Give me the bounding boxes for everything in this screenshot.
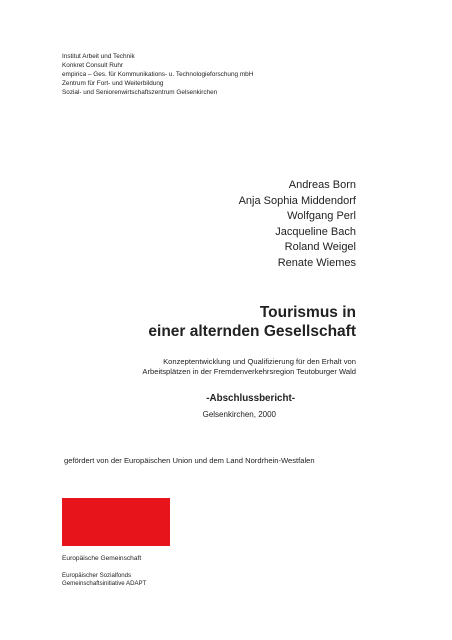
author-name: Wolfgang Perl	[287, 210, 356, 223]
funding-statement: gefördert von der Europäischen Union und dem Land Nordrhein-Westfalen	[64, 456, 315, 465]
title-line: einer alternden Gesellschaft	[148, 323, 356, 340]
institution-line: empirica – Ges. für Kommunikations- u. Technologieforschung mbH	[62, 70, 254, 78]
eu-logo	[62, 498, 170, 546]
author-name: Roland Weigel	[284, 241, 356, 254]
eu-logo-label: Europäische Gemeinschaft	[62, 555, 142, 562]
author-list	[239, 178, 356, 272]
subtitle-line: Arbeitsplätzen in der Fremdenverkehrsregion Teutoburger Wald	[142, 367, 356, 377]
author-name: Renate Wiemes	[277, 256, 356, 269]
institution-line: Zentrum für Fort- und Weiterbildung	[62, 79, 164, 87]
institution-line: Konkret Consult Ruhr	[62, 61, 124, 69]
institution-line: Institut Arbeit und Technik	[62, 53, 135, 60]
esf-logo-text	[62, 572, 146, 587]
document-title	[148, 303, 356, 341]
place-and-year: Gelsenkirchen, 2000	[202, 410, 276, 419]
institution-line: Sozial- und Seniorenwirtschaftszentrum Gelsenkirchen	[62, 88, 218, 96]
author-name: Anja Sophia Middendorf	[238, 194, 356, 207]
author-name: Jacqueline Bach	[275, 225, 356, 238]
author-name: Andreas Born	[288, 179, 356, 191]
esf-logo-line: Europäischer Sozialfonds	[62, 572, 132, 579]
esf-logo-line: Gemeinschaftsinitiative ADAPT	[62, 579, 147, 587]
report-type-label: -Abschlussbericht-	[206, 393, 295, 404]
subtitle-line: Konzeptentwicklung und Qualifizierung für den Erhalt von	[163, 357, 356, 366]
institution-list	[62, 53, 253, 98]
document-subtitle	[142, 357, 356, 378]
title-line: Tourismus in	[259, 304, 356, 321]
